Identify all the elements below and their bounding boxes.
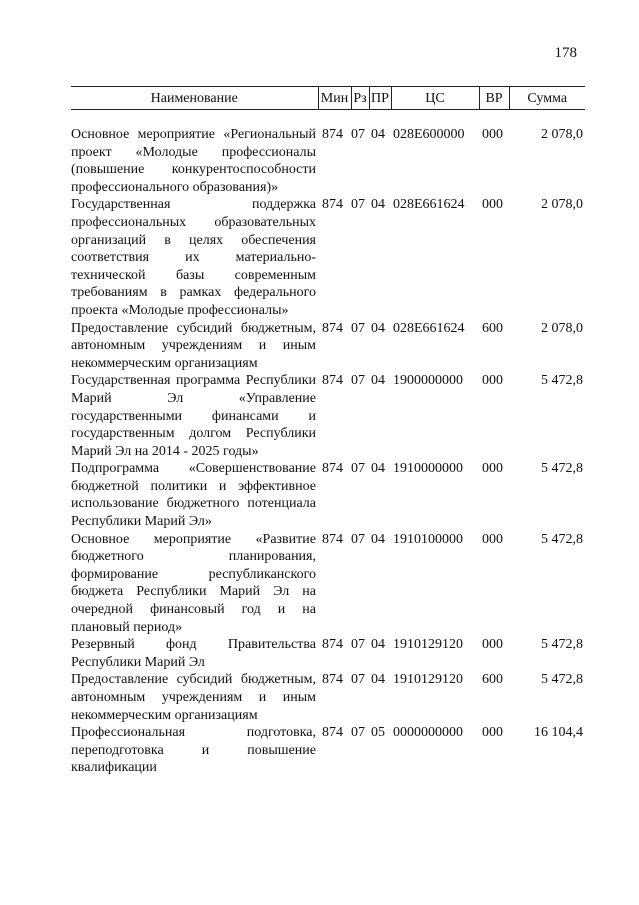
cell-rz: 07 <box>351 672 365 688</box>
cell-vr: 000 <box>482 725 503 741</box>
cell-cs: 1900000000 <box>393 373 463 389</box>
cell-min: 874 <box>322 373 343 389</box>
cell-pr: 04 <box>371 461 385 477</box>
cell-sum: 5 472,8 <box>541 672 583 688</box>
table-row <box>71 126 585 196</box>
cell-rz: 07 <box>351 461 365 477</box>
table-row <box>71 372 585 460</box>
cell-vr: 000 <box>482 127 503 142</box>
header-min: Мин <box>318 87 351 110</box>
table-row <box>71 724 585 777</box>
cell-vr: 000 <box>482 637 503 653</box>
cell-sum: 2 078,0 <box>541 127 583 142</box>
cell-name: Основное мероприятие «Развитие бюджетного планирования, формирование республиканского бюджета Республики Марий Эл на очередной финансовый год и на плановый период» <box>71 531 316 635</box>
budget-table <box>71 86 585 777</box>
table-row <box>71 531 585 637</box>
cell-name: Подпрограмма «Совершенствование бюджетной политики и эффективное использование бюджетного потенциала Республики Марий Эл» <box>71 461 316 530</box>
cell-sum: 5 472,8 <box>541 531 583 547</box>
cell-min: 874 <box>322 127 343 142</box>
cell-vr: 000 <box>482 461 503 477</box>
cell-min: 874 <box>322 320 343 336</box>
cell-vr: 000 <box>482 531 503 547</box>
header-sum: Сумма <box>509 87 585 110</box>
cell-vr: 600 <box>482 320 503 336</box>
cell-rz: 07 <box>351 725 365 741</box>
page-number: 178 <box>554 45 577 61</box>
cell-cs: 1910129120 <box>393 637 463 653</box>
header-vr: ВР <box>479 87 509 110</box>
cell-rz: 07 <box>351 127 365 142</box>
cell-pr: 04 <box>371 127 385 142</box>
cell-min: 874 <box>322 637 343 653</box>
cell-sum: 5 472,8 <box>541 461 583 477</box>
cell-pr: 04 <box>371 197 385 213</box>
cell-name: Государственная программа Республики Марий Эл «Управление государственными финансами и государственным долгом Республики Марий Эл на 2014 - 2025 годы» <box>71 373 316 459</box>
cell-sum: 5 472,8 <box>541 637 583 653</box>
cell-name: Государственная поддержка профессиональных образовательных организаций в целях обеспечения соответствия их материально-технической базы современным требованиям в рамках федерального проекта «Молодые профессионалы» <box>71 197 316 318</box>
cell-rz: 07 <box>351 531 365 547</box>
cell-min: 874 <box>322 725 343 741</box>
cell-cs: 1910000000 <box>393 461 463 477</box>
cell-cs: 028Е661624 <box>393 197 465 213</box>
cell-sum: 2 078,0 <box>541 320 583 336</box>
cell-pr: 04 <box>371 672 385 688</box>
table-row <box>71 320 585 373</box>
cell-cs: 0000000000 <box>393 725 463 741</box>
cell-vr: 000 <box>482 373 503 389</box>
cell-sum: 16 104,4 <box>534 725 583 741</box>
cell-vr: 000 <box>482 197 503 213</box>
cell-cs: 1910129120 <box>393 672 463 688</box>
cell-min: 874 <box>322 197 343 213</box>
cell-vr: 600 <box>482 672 503 688</box>
cell-pr: 04 <box>371 320 385 336</box>
cell-rz: 07 <box>351 373 365 389</box>
cell-min: 874 <box>322 461 343 477</box>
cell-pr: 04 <box>371 373 385 389</box>
table-body <box>71 126 585 777</box>
cell-name: Предоставление субсидий бюджетным, автономным учреждениям и иным некоммерческим организациям <box>71 320 316 371</box>
header-cs: ЦС <box>391 87 479 110</box>
cell-min: 874 <box>322 672 343 688</box>
cell-cs: 028Е661624 <box>393 320 465 336</box>
cell-rz: 07 <box>351 637 365 653</box>
cell-name: Предоставление субсидий бюджетным, автономным учреждениям и иным некоммерческим организациям <box>71 672 316 723</box>
table-header <box>71 87 585 127</box>
cell-sum: 2 078,0 <box>541 197 583 213</box>
cell-min: 874 <box>322 531 343 547</box>
cell-sum: 5 472,8 <box>541 373 583 389</box>
header-rz: Рз <box>351 87 369 110</box>
cell-cs: 1910100000 <box>393 531 463 547</box>
cell-name: Профессиональная подготовка, переподготовка и повышение квалификации <box>71 725 316 776</box>
cell-pr: 04 <box>371 637 385 653</box>
cell-cs: 028Е600000 <box>393 127 465 142</box>
cell-rz: 07 <box>351 320 365 336</box>
table-row <box>71 196 585 319</box>
cell-name: Основное мероприятие «Региональный проект «Молодые профессионалы (повышение конкурентоспособности профессионального образования)» <box>71 127 316 195</box>
table-row <box>71 460 585 530</box>
cell-pr: 04 <box>371 531 385 547</box>
cell-pr: 05 <box>371 725 385 741</box>
cell-rz: 07 <box>351 197 365 213</box>
table-row <box>71 636 585 671</box>
cell-name: Резервный фонд Правительства Республики Марий Эл <box>71 637 316 670</box>
table-row <box>71 671 585 724</box>
header-pr: ПР <box>369 87 391 110</box>
header-name: Наименование <box>71 87 318 110</box>
